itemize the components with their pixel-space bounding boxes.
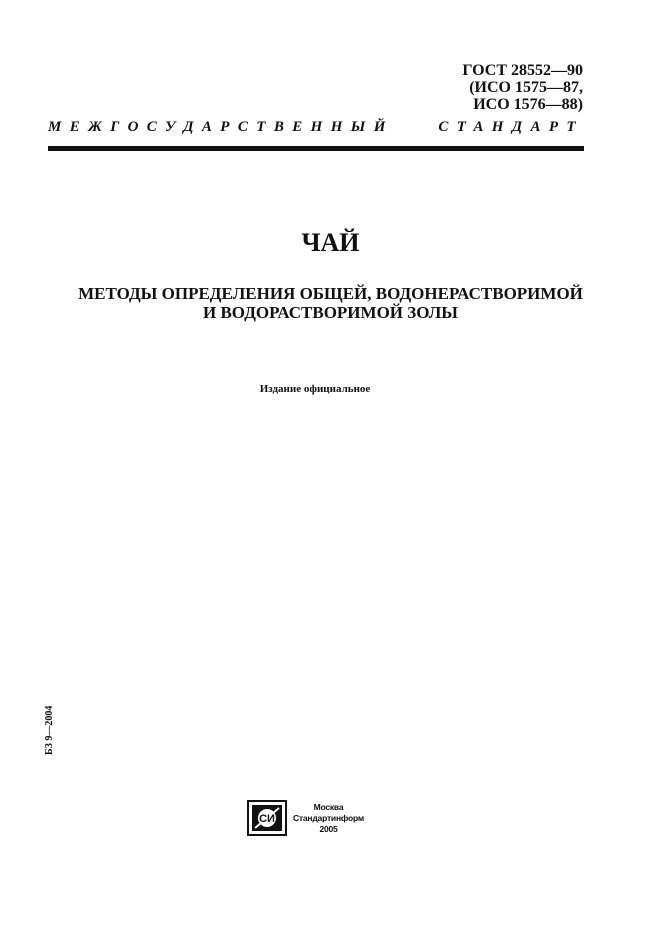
publisher-name: Стандартинформ <box>293 812 364 823</box>
standard-word: СТАНДАРТ <box>438 119 584 135</box>
interstate-standard-heading <box>48 118 584 136</box>
gost-number: ГОСТ 28552—90 <box>462 62 583 79</box>
iso-reference-1: (ИСО 1575—87, <box>469 79 583 96</box>
edition-note: Издание официальное <box>259 383 371 395</box>
subtitle-line-2: И ВОДОРАСТВОРИМОЙ ЗОЛЫ <box>203 303 458 322</box>
publisher-city: Москва <box>313 801 344 812</box>
publisher-year: 2005 <box>319 823 338 834</box>
standartinform-logo <box>247 800 287 836</box>
publisher-block <box>247 800 364 836</box>
subtitle-line-1: МЕТОДЫ ОПРЕДЕЛЕНИЯ ОБЩЕЙ, ВОДОНЕРАСТВОРИМОЙ <box>78 284 583 303</box>
gost-designation <box>462 62 583 113</box>
logo-text: СИ <box>259 813 275 825</box>
iso-reference-2: ИСО 1576—88) <box>473 96 583 113</box>
publisher-text <box>293 802 364 835</box>
header-rule <box>48 146 584 151</box>
side-code: БЗ 9—2004 <box>44 705 55 755</box>
document-title: ЧАЙ <box>301 228 360 257</box>
interstate-word: МЕЖГОСУДАРСТВЕННЫЙ <box>48 119 394 135</box>
document-subtitle <box>0 284 661 322</box>
